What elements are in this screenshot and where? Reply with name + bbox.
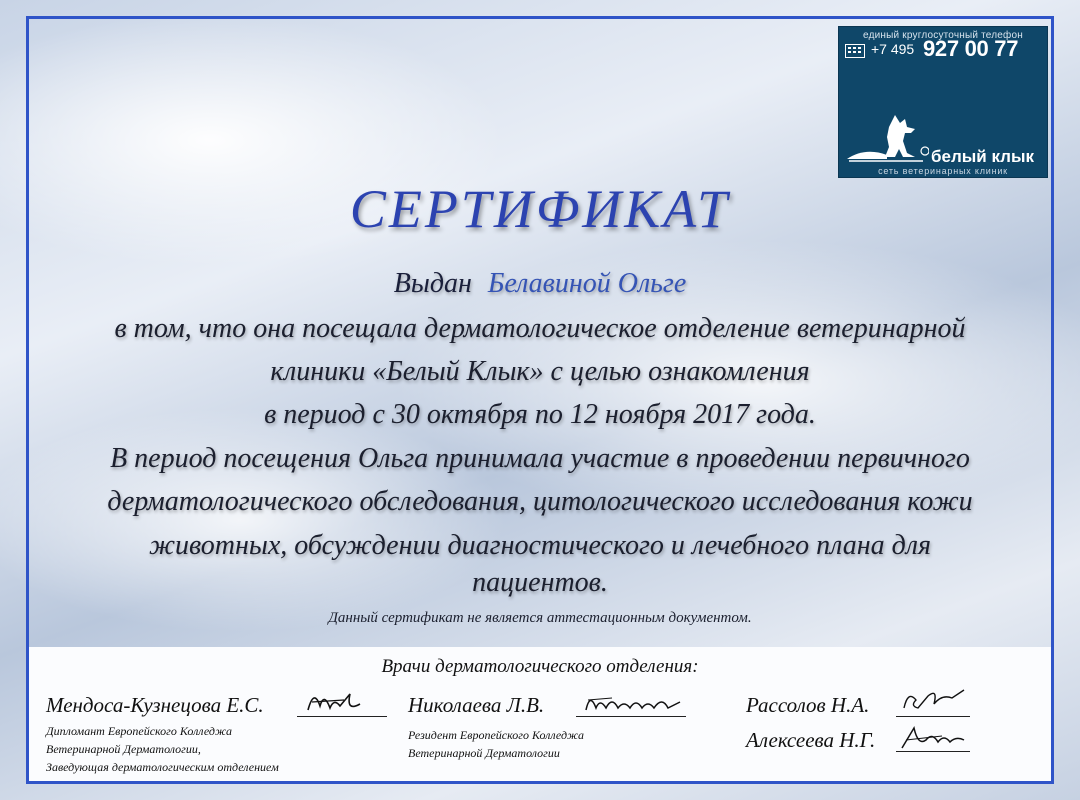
signature-3	[898, 684, 968, 716]
doctor-name-1: Мендоса-Кузнецова Е.С.	[46, 693, 264, 717]
disclaimer: Данный сертификат не является аттестационным документом.	[328, 610, 752, 626]
body-line-4: В период посещения Ольга принимала участие в проведении первичного	[110, 443, 970, 474]
brand-tagline: сеть ветеринарных клиник	[878, 166, 1008, 176]
doctor-title-2-line-1: Резидент Европейского Колледжа	[408, 728, 585, 742]
doctor-name-3: Рассолов Н.А.	[746, 693, 870, 717]
doctor-title-1-line-3: Заведующая дерматологическим отделением	[46, 760, 279, 774]
brand-name: белый клык	[931, 147, 1034, 166]
body-line-7: пациентов.	[472, 567, 608, 598]
clinic-logo-block	[838, 26, 1048, 178]
body-line-2: клиники «Белый Клык» с целью ознакомления	[270, 356, 810, 387]
doctor-title-1-line-2: Ветеринарной Дерматологии,	[46, 742, 201, 756]
doctor-title-2	[408, 726, 584, 762]
wolf-icon	[845, 113, 929, 165]
body-line-6: животных, обсуждении диагностического и лечебного плана для	[148, 530, 932, 561]
issued-label: Выдан	[393, 268, 472, 299]
signature-line-3	[896, 716, 970, 717]
issued-line	[0, 268, 1080, 300]
body-line-3: в период с 30 октября по 12 ноября 2017 года.	[264, 399, 816, 430]
signature-4	[898, 722, 970, 754]
phone-caption: единый круглосуточный телефон	[863, 30, 1023, 41]
doctor-title-2-line-2: Ветеринарной Дерматологии	[408, 746, 560, 760]
body-line-5: дерматологического обследования, цитологического исследования кожи	[107, 486, 973, 517]
signature-1	[300, 684, 370, 718]
body-line-1: в том, что она посещала дерматологическое отделение ветеринарной	[114, 313, 966, 344]
certificate-title: СЕРТИФИКАТ	[349, 179, 731, 239]
doctor-title-1	[46, 722, 279, 776]
phone-number: 927 00 77	[923, 36, 1019, 61]
doctor-name-4: Алексеева Н.Г.	[746, 728, 876, 752]
signature-2	[582, 688, 686, 718]
phone-icon	[845, 44, 865, 58]
doctors-heading: Врачи дерматологического отделения:	[381, 656, 699, 677]
doctor-name-2: Николаева Л.В.	[408, 693, 545, 717]
doctor-title-1-line-1: Дипломант Европейского Колледжа	[46, 724, 232, 738]
recipient-name: Белавиной Ольге	[487, 268, 687, 299]
phone-prefix: +7 495	[871, 41, 915, 57]
